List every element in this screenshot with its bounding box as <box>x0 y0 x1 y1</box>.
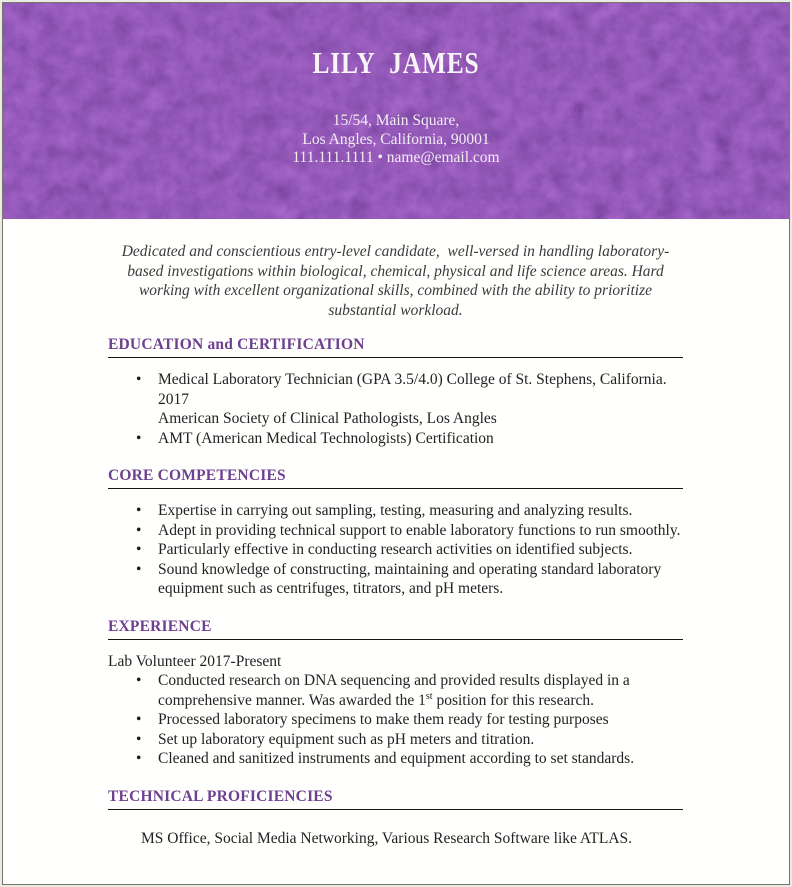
core-competencies-heading: CORE COMPETENCIES <box>108 467 683 489</box>
list-item: • Expertise in carrying out sampling, testing, measuring and analyzing results. <box>108 501 683 521</box>
list-item: • Processed laboratory specimens to make them ready for testing purposes <box>108 710 683 730</box>
list-item: • Adept in providing technical support to enable laboratory functions to run smoothly. <box>108 521 683 541</box>
address-line-1: 15/54, Main Square, <box>332 112 460 129</box>
education-heading: EDUCATION and CERTIFICATION <box>108 336 683 358</box>
list-item <box>108 671 683 710</box>
experience-bullet1-post: position for this research. <box>432 691 594 709</box>
list-item <box>108 370 683 429</box>
header-content <box>3 45 789 168</box>
core-competencies-list <box>108 501 683 599</box>
experience-bullet1-pre: Conducted research on DNA sequencing and provided results displayed in a comprehensive manner. Was awarded the 1 <box>158 672 630 709</box>
professional-summary: Dedicated and conscientious entry-level candidate, well-versed in handling laboratory-based investigations within biological, chemical, physical and life science areas. Hard working with excellent organizational skills, combined with the ability to prioritize substantial workload. <box>121 243 670 319</box>
education-item1-line1: Medical Laboratory Technician (GPA 3.5/4.0) College of St. Stephens, California. 2017 <box>158 371 667 408</box>
header-banner <box>3 3 789 219</box>
section-technical-proficiencies <box>108 788 683 849</box>
list-item: • Sound knowledge of constructing, maintaining and operating standard laboratory equipment such as centrifuges, titrators, and pH meters. <box>108 560 683 599</box>
list-item: • Set up laboratory equipment such as pH meters and titration. <box>108 730 683 750</box>
ordinal-superscript: st <box>425 690 433 702</box>
list-item: • Particularly effective in conducting research activities on identified subjects. <box>108 540 683 560</box>
experience-heading: EXPERIENCE <box>108 618 683 640</box>
candidate-name: LILY JAMES <box>312 45 480 80</box>
technical-proficiencies-content: MS Office, Social Media Networking, Various Research Software like ATLAS. <box>141 829 633 847</box>
list-item: • Cleaned and sanitized instruments and equipment according to set standards. <box>108 749 683 769</box>
address-block <box>3 112 789 168</box>
section-core-competencies <box>108 467 683 599</box>
resume-body <box>3 219 789 848</box>
contact-line: 111.111.1111 • name@email.com <box>292 149 500 166</box>
section-education <box>108 336 683 448</box>
experience-role: Lab Volunteer 2017-Present <box>108 652 282 670</box>
section-experience <box>108 618 683 769</box>
education-item1-line2: American Society of Clinical Pathologists, Los Angles <box>158 410 497 427</box>
address-line-2: Los Angles, California, 90001 <box>302 130 490 148</box>
experience-list <box>108 671 683 769</box>
education-list <box>108 370 683 448</box>
technical-proficiencies-heading: TECHNICAL PROFICIENCIES <box>108 788 683 810</box>
resume-page <box>2 2 790 885</box>
list-item: • AMT (American Medical Technologists) Certification <box>108 429 683 449</box>
